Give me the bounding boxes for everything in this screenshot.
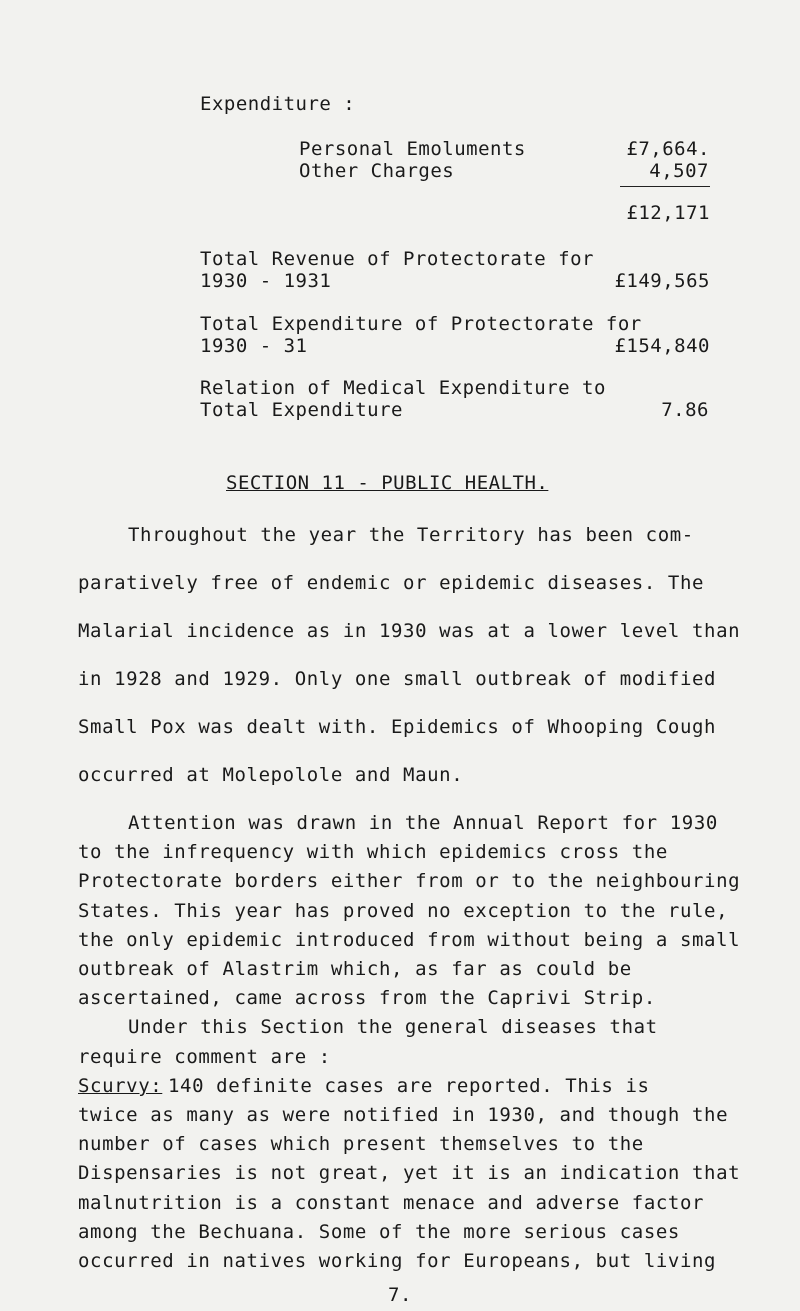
body-line: Malarial incidence as in 1930 was at a lower level than bbox=[78, 620, 741, 642]
expenditure-label-other: Other Charges bbox=[299, 160, 455, 182]
body-line: ascertained, came across from the Caprivi Strip. bbox=[78, 987, 656, 1009]
expenditure-value-personal: £7,664. bbox=[626, 138, 710, 160]
body-line: in 1928 and 1929. Only one small outbreak of modified bbox=[78, 668, 717, 690]
body-line: 140 definite cases are reported. This is bbox=[168, 1075, 650, 1097]
body-line: require comment are : bbox=[78, 1046, 331, 1068]
body-line: among the Bechuana. Some of the more serious cases bbox=[78, 1221, 680, 1243]
body-line: the only epidemic introduced from without being a small bbox=[78, 929, 741, 951]
summary-2-line2: 1930 - 31 bbox=[200, 335, 308, 357]
body-line: Small Pox was dealt with. Epidemics of Whooping Cough bbox=[78, 716, 717, 738]
body-line: malnutrition is a constant menace and adverse factor bbox=[78, 1192, 705, 1214]
summary-3-line1: Relation of Medical Expenditure to bbox=[200, 377, 606, 399]
body-line: Dispensaries is not great, yet it is an indication that bbox=[78, 1162, 741, 1184]
expenditure-label-personal: Personal Emoluments bbox=[299, 138, 526, 160]
body-line: Attention was drawn in the Annual Report for 1930 bbox=[128, 812, 718, 834]
expenditure-value-other: 4,507 bbox=[649, 160, 709, 182]
body-line: to the infrequency with which epidemics cross the bbox=[78, 841, 668, 863]
summary-3-line2: Total Expenditure bbox=[200, 399, 403, 421]
body-line: Under this Section the general diseases that bbox=[128, 1016, 658, 1038]
body-line: number of cases which present themselves to the bbox=[78, 1133, 644, 1155]
summary-1-line1: Total Revenue of Protectorate for bbox=[200, 248, 594, 270]
page-number: 7. bbox=[388, 1284, 412, 1306]
subtotal-rule bbox=[620, 186, 710, 187]
body-line: twice as many as were notified in 1930, and though the bbox=[78, 1104, 729, 1126]
body-line: paratively free of endemic or epidemic diseases. The bbox=[78, 572, 705, 594]
body-line: outbreak of Alastrim which, as far as could be bbox=[78, 958, 632, 980]
summary-1-line2: 1930 - 1931 bbox=[200, 270, 332, 292]
body-line: occurred at Molepolole and Maun. bbox=[78, 764, 464, 786]
body-line: States. This year has proved no exception to the rule, bbox=[78, 900, 729, 922]
summary-2-line1: Total Expenditure of Protectorate for bbox=[200, 313, 642, 335]
body-line: Protectorate borders either from or to the neighbouring bbox=[78, 870, 741, 892]
body-line: occurred in natives working for Europeans, but living bbox=[78, 1250, 717, 1272]
summary-1-value: £149,565 bbox=[614, 270, 710, 292]
expenditure-total: £12,171 bbox=[626, 202, 710, 224]
expenditure-heading: Expenditure : bbox=[200, 93, 356, 115]
summary-3-value: 7.86 bbox=[661, 399, 709, 421]
summary-2-value: £154,840 bbox=[614, 335, 710, 357]
scurvy-label: Scurvy: bbox=[78, 1075, 163, 1097]
section-heading: SECTION 11 - PUBLIC HEALTH. bbox=[226, 472, 549, 494]
body-line: Throughout the year the Territory has been com- bbox=[128, 524, 694, 546]
